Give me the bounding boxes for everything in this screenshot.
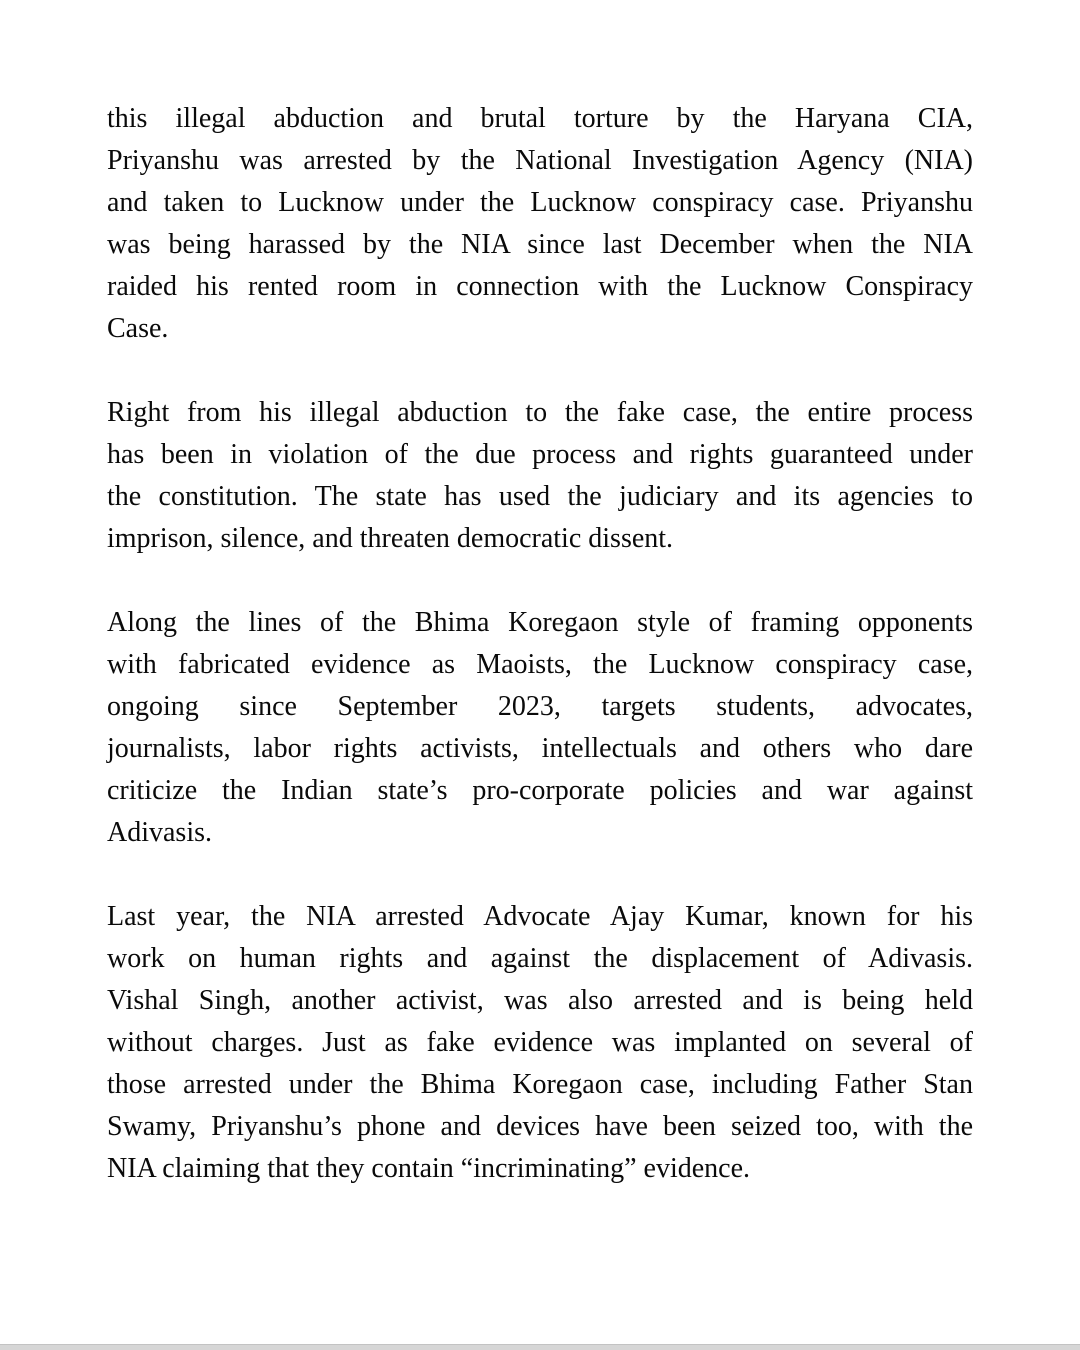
text-line: Last year, the NIA arrested Advocate Ajay Kumar, known for his	[107, 901, 973, 932]
text-line: Case.	[107, 313, 169, 344]
text-line: Swamy, Priyanshu’s phone and devices have been seized too, with the	[107, 1111, 973, 1142]
text-line: NIA claiming that they contain “incriminating” evidence.	[107, 1153, 751, 1184]
text-line: with fabricated evidence as Maoists, the Lucknow conspiracy case,	[107, 649, 973, 680]
text-line: imprison, silence, and threaten democratic dissent.	[107, 523, 674, 554]
text-line: without charges. Just as fake evidence was implanted on several of	[107, 1027, 973, 1058]
text-line: raided his rented room in connection with the Lucknow Conspiracy	[107, 271, 973, 302]
text-line: ongoing since September 2023, targets students, advocates,	[107, 691, 973, 722]
paragraph	[107, 98, 973, 350]
text-line: Adivasis.	[107, 817, 212, 848]
document-body	[107, 98, 973, 1190]
text-line: journalists, labor rights activists, intellectuals and others who dare	[107, 733, 973, 764]
paragraph	[107, 392, 973, 560]
text-line: Along the lines of the Bhima Koregaon style of framing opponents	[107, 607, 973, 638]
paragraph	[107, 602, 973, 854]
text-line: Priyanshu was arrested by the National Investigation Agency (NIA)	[107, 145, 973, 176]
text-line: was being harassed by the NIA since last December when the NIA	[107, 229, 973, 260]
paragraph	[107, 896, 973, 1190]
text-line: has been in violation of the due process and rights guaranteed under	[107, 439, 973, 470]
text-line: criticize the Indian state’s pro-corporate policies and war against	[107, 775, 973, 806]
text-line: those arrested under the Bhima Koregaon case, including Father Stan	[107, 1069, 973, 1100]
text-line: Vishal Singh, another activist, was also arrested and is being held	[107, 985, 973, 1016]
text-line: and taken to Lucknow under the Lucknow conspiracy case. Priyanshu	[107, 187, 973, 218]
page-bottom-divider	[0, 1344, 1080, 1350]
text-line: work on human rights and against the displacement of Adivasis.	[107, 943, 973, 974]
text-line: the constitution. The state has used the judiciary and its agencies to	[107, 481, 973, 512]
text-line: Right from his illegal abduction to the fake case, the entire process	[107, 397, 973, 428]
text-line: this illegal abduction and brutal torture by the Haryana CIA,	[107, 103, 973, 134]
